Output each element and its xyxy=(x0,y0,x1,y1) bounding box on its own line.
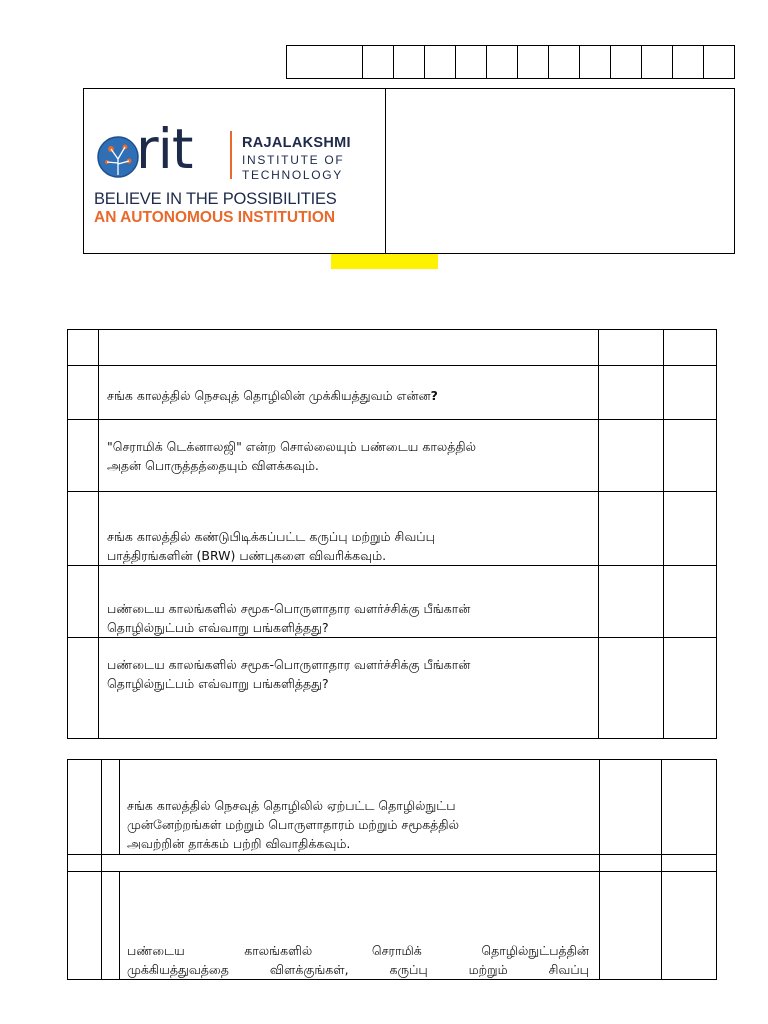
highlight-mark xyxy=(331,254,438,269)
regno-digit-box xyxy=(456,46,487,79)
table-row xyxy=(68,366,717,420)
regno-digit-box xyxy=(673,46,704,79)
regno-digit-box xyxy=(642,46,673,79)
question-text: சங்க காலத்தில் நெசவுத் தொழிலில் ஏற்பட்ட தொழில்நுட்ப முன்னேற்றங்கள் மற்றும் பொருளாதாரம் மற்றும் சமூகத்தில் அவற்றின் தாக்கம் பற்றி விவாதிக்கவும். xyxy=(120,760,600,855)
regno-digit-box xyxy=(394,46,425,79)
question-text: சங்க காலத்தில் நெசவுத் தொழிலின் முக்கியத்துவம் என்ன? xyxy=(99,366,599,420)
table-row xyxy=(68,638,717,739)
register-number-boxes xyxy=(286,45,735,79)
question-text: பண்டைய காலங்களில் சமூக-பொருளாதார வளர்ச்சிக்கு பீங்கான் தொழில்நுட்பம் எவ்வாறு பங்களித்தது? xyxy=(99,566,599,638)
table-row xyxy=(68,855,717,872)
table-row xyxy=(68,872,717,980)
logo-autonomous-label: AN AUTONOMOUS INSTITUTION xyxy=(94,209,336,226)
section-a-table xyxy=(67,329,717,739)
question-text: பண்டைய காலங்களில் செராமிக் தொழில்நுட்பத்தின் முக்கியத்துவத்தை விளக்குங்கள், கருப்பு மற்றும் சிவப்பு xyxy=(120,872,600,980)
table-row xyxy=(68,420,717,492)
institute-line-2: INSTITUTE OF xyxy=(242,153,345,167)
institute-name: RAJALAKSHMI xyxy=(242,135,351,151)
regno-digit-box xyxy=(487,46,518,79)
exam-header xyxy=(83,88,735,254)
regno-digit-box xyxy=(704,46,735,79)
question-text: பண்டைய காலங்களில் சமூக-பொருளாதார வளர்ச்சிக்கு பீங்கான் தொழில்நுட்பம் எவ்வாறு பங்களித்தது? xyxy=(99,638,599,739)
section-b-table xyxy=(67,759,717,980)
regno-digit-box xyxy=(580,46,611,79)
logo-divider xyxy=(230,131,232,179)
question-text: சங்க காலத்தில் கண்டுபிடிக்கப்பட்ட கருப்பு மற்றும் சிவப்பு பாத்திரங்களின் (BRW) பண்புகளை விவரிக்கவும். xyxy=(99,492,599,566)
regno-digit-box xyxy=(363,46,394,79)
regno-digit-box xyxy=(425,46,456,79)
qno-header xyxy=(68,330,99,366)
regno-digit-box xyxy=(611,46,642,79)
table-row xyxy=(68,492,717,566)
institute-logo xyxy=(94,117,384,239)
marks-header xyxy=(599,330,664,366)
logo-tagline: BELIEVE IN THE POSSIBILITIES xyxy=(94,190,337,208)
institute-line-3: TECHNOLOGY xyxy=(242,168,344,182)
globe-icon xyxy=(96,135,140,179)
regno-label-box xyxy=(287,46,363,79)
table-header-row xyxy=(68,330,717,366)
question-text: "செராமிக் டெக்னாலஜி" என்ற சொல்லையும் பண்டைய காலத்தில் அதன் பொருத்தத்தையும் விளக்கவும். xyxy=(99,420,599,492)
logo-wordmark: rit xyxy=(136,117,193,181)
question-header xyxy=(99,330,599,366)
regno-digit-box xyxy=(518,46,549,79)
table-row xyxy=(68,566,717,638)
header-info-cell xyxy=(386,89,734,253)
regno-digit-box xyxy=(549,46,580,79)
logo-cell xyxy=(84,89,386,253)
table-row xyxy=(68,760,717,855)
co-header xyxy=(664,330,717,366)
